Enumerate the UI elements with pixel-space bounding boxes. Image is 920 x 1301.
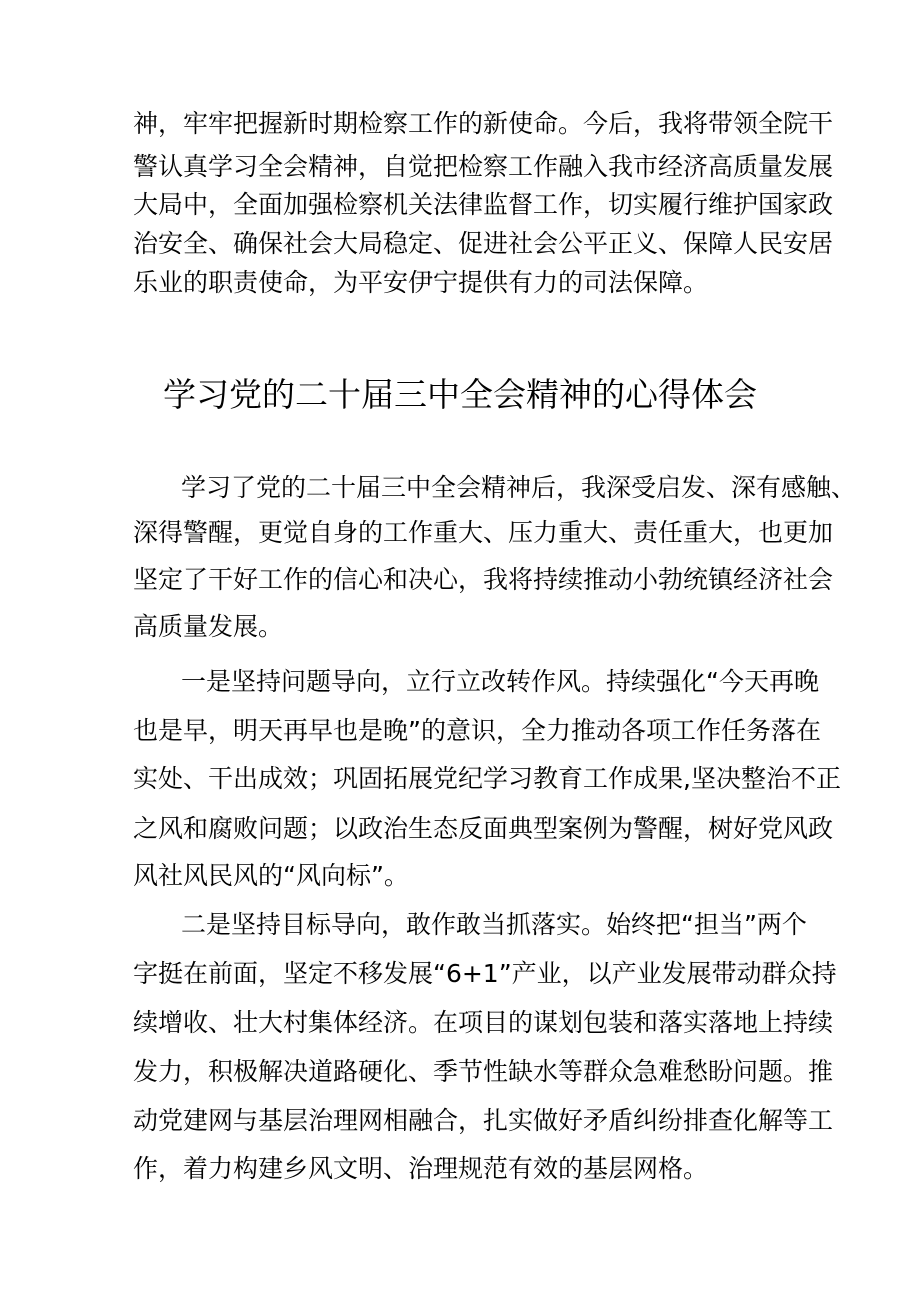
- text-line: 二是坚持目标导向，敢作敢当抓落实。始终把“担当”两个: [181, 910, 807, 939]
- text-line: 治安全、确保社会大局稳定、促进社会公平正义、保障人民安居: [133, 229, 834, 258]
- text-line: 之风和腐败问题；以政治生态反面典型案例为警醒，树好党风政: [133, 814, 834, 843]
- text-line: 神，牢牢把握新时期检察工作的新使命。今后，我将带领全院干: [133, 109, 834, 138]
- text-line: 大局中，全面加强检察机关法律监督工作，切实履行维护国家政: [133, 190, 834, 219]
- text-line: 警认真学习全会精神，自觉把检察工作融入我市经济高质量发展: [133, 152, 834, 181]
- text-line: 一是坚持问题导向，立行立改转作风。持续强化“今天再晚: [181, 667, 819, 696]
- text-line: 动党建网与基层治理网相融合，扎实做好矛盾纠纷排查化解等工: [133, 1106, 834, 1135]
- text-line: 风社风民风的“风向标”。: [133, 861, 409, 890]
- document-title: 学习党的二十届三中全会精神的心得体会: [163, 375, 757, 414]
- text-line: 坚定了干好工作的信心和决心，我将持续推动小勃统镇经济社会: [133, 565, 834, 594]
- text-line: 发力，积极解决道路硬化、季节性缺水等群众急难愁盼问题。推: [133, 1057, 834, 1086]
- text-line: 乐业的职责使命，为平安伊宁提供有力的司法保障。: [133, 268, 709, 297]
- text-line: 续增收、壮大村集体经济。在项目的谋划包装和落实落地上持续: [133, 1008, 834, 1037]
- text-line: 作，着力构建乡风文明、治理规范有效的基层网格。: [133, 1154, 709, 1183]
- text-line: 深得警醒，更觉自身的工作重大、压力重大、责任重大，也更加: [133, 518, 834, 547]
- text-line: 也是早，明天再早也是晚”的意识，全力推动各项工作任务落在: [133, 716, 821, 745]
- text-line: 实处、干出成效；巩固拓展党纪学习教育工作成果,坚决整治不正: [133, 764, 841, 793]
- text-line: 字挺在前面，坚定不移发展“6+1”产业，以产业发展带动群众持: [133, 959, 837, 988]
- text-line: 学习了党的二十届三中全会精神后，我深受启发、深有感触、: [181, 473, 857, 502]
- text-line: 高质量发展。: [133, 612, 284, 641]
